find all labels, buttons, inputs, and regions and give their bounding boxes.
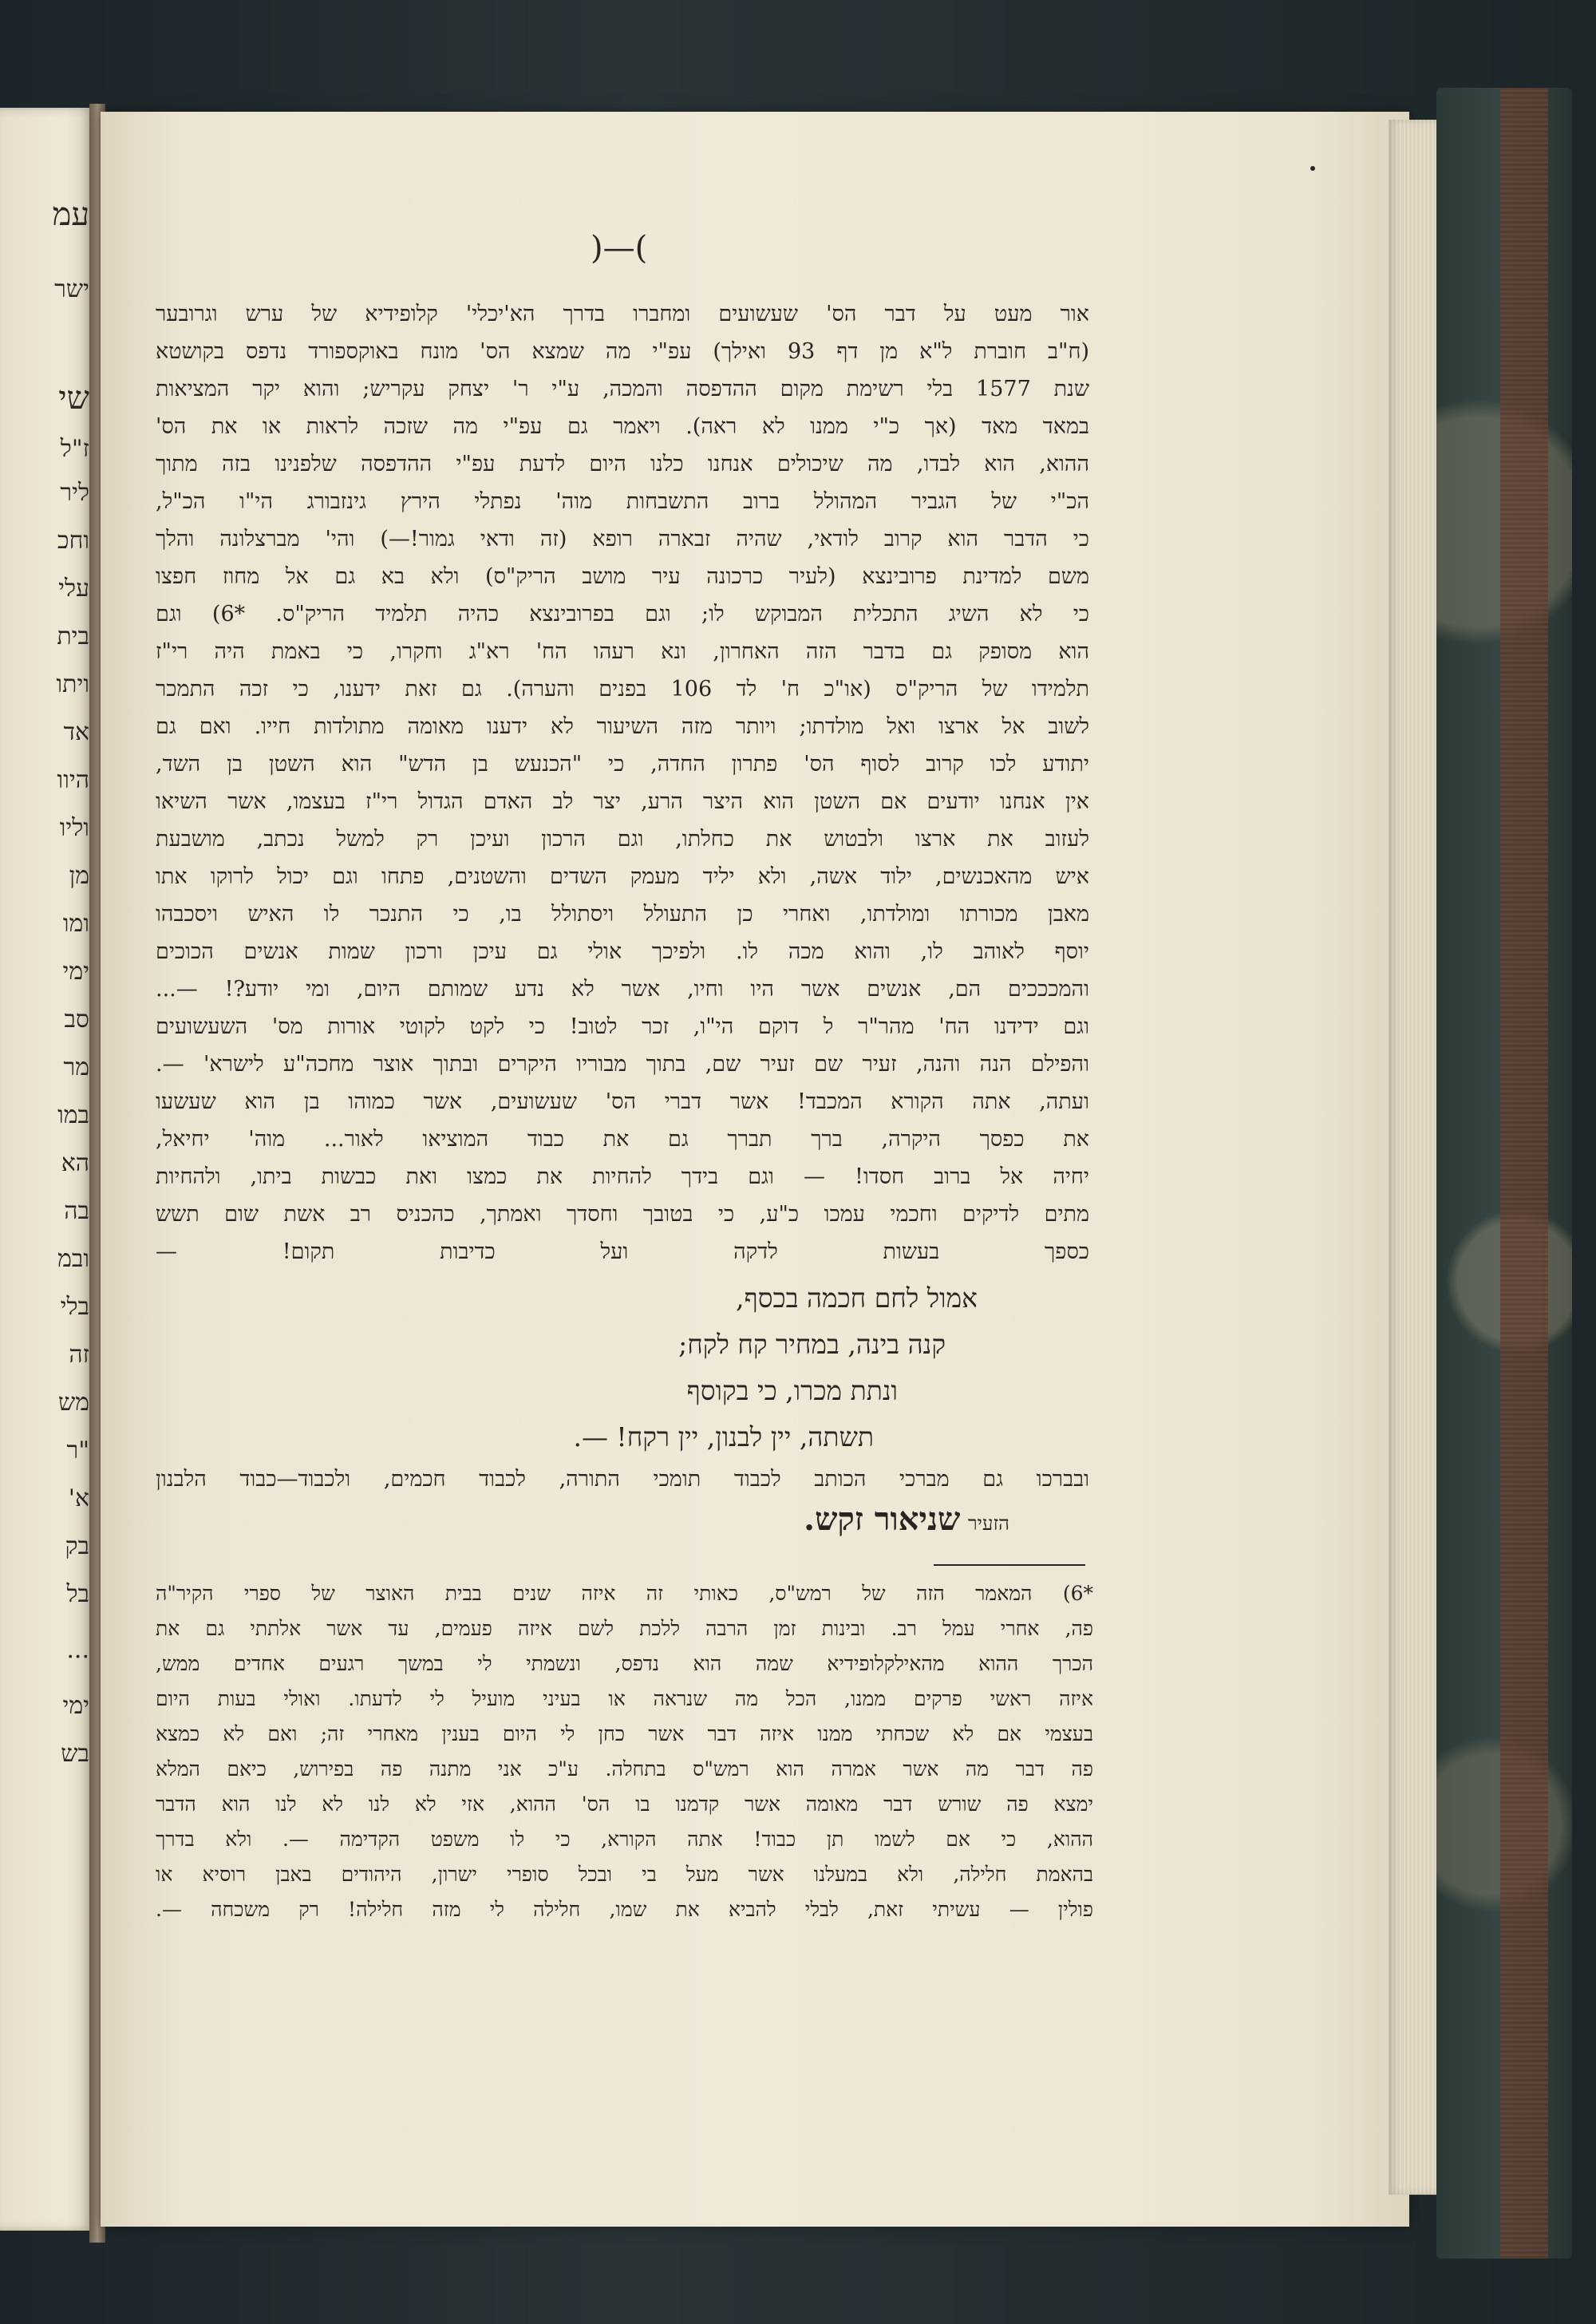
previous-page-line: ישר: [54, 275, 89, 303]
footnote-line: בעצמי אם לא שכחתי ממנו איזה דבר אשר כחן לי היום בענין מאחרי זה; ואם לא כמצא: [156, 1722, 1093, 1745]
previous-page-line: מן: [69, 862, 89, 890]
previous-page-line: ימי: [62, 1692, 89, 1720]
verse-line: קנה בינה, במחיר קח לקח;: [678, 1329, 946, 1360]
previous-page-line: זה: [69, 1341, 89, 1369]
body-line: ההוא, הוא לבדו, מה שיכולים אנחנו כלנו היום לדעת עפ"י ההדפסה שלפנינו בזה מתוך: [156, 452, 1089, 476]
previous-page-line: וליו: [59, 814, 89, 842]
previous-page-line: ומו: [62, 910, 89, 938]
body-paragraphs: [156, 295, 1089, 1271]
previous-page-line: וחכ: [57, 527, 89, 555]
body-line: וגם ידידנו הח' מהר"ר ל דוקם הי"ו, זכר לטוב! כי לקט לקוטי אורות מס' השעשועים: [156, 1014, 1089, 1039]
body-line: שנת 1577 בלי רשימת מקום ההדפסה והמכה, ע"י ר' יצחק עקריש; והוא יקר המציאות: [156, 377, 1089, 401]
body-line: כי לא השיג התכלית המבוקש לו; וגם בפרובינצא כהיה תלמיד הריק"ס. *6) וגם: [156, 602, 1089, 626]
footnote-block: [156, 1576, 1093, 1927]
footnote-line: בהאמת חלילה, ולא במעלנו אשר מעל בי ובכל סופרי ישרון, היהודים באבן רוסיא או: [156, 1863, 1093, 1886]
verse-line: ונתת מכרו, כי בקוסף: [686, 1375, 898, 1406]
previous-page-line: הא: [61, 1149, 89, 1177]
previous-page-line: אד: [63, 718, 89, 746]
verse-block: [156, 1275, 1089, 1460]
previous-page-line: עלי: [58, 575, 89, 603]
body-line: לעזוב את ארצו ולבטוש את כחלתו, וגם הרכון ועיכן רק למשל נכתב, מושבעת: [156, 827, 1089, 852]
body-line: יתודע לכו קרוב לסוף הס' פתרון החדה, כי "הכנעש בן הדש" הוא השטן בן השד,: [156, 752, 1089, 777]
previous-page-line: עמ: [52, 196, 89, 233]
previous-page-line: "ר: [66, 1437, 89, 1464]
previous-page-line: סב: [64, 1006, 89, 1034]
footnote-line: *6) המאמר הזה של רמש"ס, כאותי זה איזה שנים בבית האוצר של ספרי הקיר"ה: [156, 1582, 1093, 1605]
body-line: אור מעט על דבר הס' שעשועים ומחברו בדרך הא'יכלי' קלופידיא של ערש וגרובער: [156, 302, 1089, 326]
previous-page-line: שי: [58, 380, 89, 417]
body-line: והפילם הנה והנה, זעיר שם זעיר שם, בתוך מבוריו היקרים ובתוך אוצר מחכה"ע לישרא' —.: [156, 1052, 1089, 1077]
previous-page-line: מש: [57, 1389, 89, 1417]
previous-page-line: בש: [61, 1740, 89, 1768]
verse-line: תשתה, יין לבנון, יין רקח! —.: [573, 1421, 874, 1452]
body-line: איש מהאכנשים, ילוד אשה, ולא יליד מעמק השדים והשטנים, פתחו וגם יכול לרוקו אתו: [156, 864, 1089, 889]
footnote-rule: [934, 1564, 1085, 1566]
footnote-line: פולין — עשיתי זאת, לבלי להביא את שמו, חלילה לי מזה חלילה! רק משכחה —.: [156, 1898, 1093, 1921]
body-line: כי הדבר הוא קרוב לודאי, שהיה זבארה רופא (זה ודאי גמור!—) והי' מברצלונה והלך: [156, 527, 1089, 551]
footnote-line: ההוא, כי אם לשמו תן כבוד! אתה הקורא, כי לו משפט הקדימה —. ולא בדרך: [156, 1828, 1093, 1851]
previous-page-line: במו: [57, 1101, 89, 1129]
body-line: מתים לדיקים וחכמי עמכו כ"ע, כי בטובך וחסדך ואמתך, כהכניס רב אשת שום תשש: [156, 1202, 1089, 1227]
closing-line: ובברכו גם מברכי הכותב לכבוד תומכי התורה, לכבוד חכמים, ולכבוד—כבוד הלבנון: [156, 1467, 1089, 1492]
previous-page-line: היוו: [57, 766, 89, 794]
previous-page-line: ...: [66, 1636, 89, 1664]
body-line: יוסף לאוהב לו, והוא מכה לו. ולפיכך אולי גם עיכן ורכון שמות אנשים הכוכים: [156, 939, 1089, 964]
footnote-line: פה דבר מה אשר אמרה הוא רמש"ס בתחלה. ע"כ אני מתנה פה בפירוש, כיאם המלא: [156, 1757, 1093, 1781]
previous-page-line: בית: [57, 622, 89, 650]
previous-page-line: בה: [64, 1197, 89, 1225]
body-line: מאבן מכורתו ומולדתו, ואחרי כן התעולל ויסתולל בו, כי התנכר לו האיש ויסכבהו: [156, 902, 1089, 927]
ink-speck: [1310, 166, 1315, 171]
signature-name: שניאור זקש.: [804, 1500, 961, 1538]
previous-page-line: ז"ל: [60, 435, 89, 463]
footnote-line: פה, אחרי עמל רב. ובינות זמן הרבה ללכת לשם איזה פעמים, עד אשר אלתתי גם את: [156, 1617, 1093, 1640]
footnote-line: ימצא פה שורש דבר מאומה אשר קדמנו בו הס' ההוא, אזי לא לנו לא לנו הוא הדבר: [156, 1792, 1093, 1816]
previous-page-line: בל: [66, 1580, 89, 1608]
page-marker: )—(: [591, 230, 648, 267]
previous-page-line: בלי: [60, 1293, 89, 1321]
main-text-block: [156, 295, 1089, 1541]
body-line: אין אנחנו יודעים אם השטן הוא היצר הרע, יצר לב האדם הגדול רי"ז בעצמו, אשר השיאו: [156, 789, 1089, 814]
previous-page-line: ליר: [60, 479, 89, 507]
footnote-line: הכרך ההוא מהאילקלופידיא שמה הוא נדפס, ונשמתי לי במשך רגעים אחדים ממש,: [156, 1652, 1093, 1675]
body-line: הוא מסופק גם בדבר הזה האחרון, ונא רעהו הח' רא"ג וחקרו, כי באמת היה רי"ז: [156, 639, 1089, 664]
footnote-line: איזה ראשי פרקים ממנו, הכל מה שנראה או בעיני מועיל לי לדעתו. ואולי בעות היום: [156, 1687, 1093, 1710]
previous-page-fragment: [0, 108, 94, 2231]
verse-line: אמול לחם חכמה בכסף,: [736, 1283, 978, 1314]
signature-prefix: הזעיר: [967, 1512, 1009, 1535]
body-line: לשוב אל ארצו ואל מולדתו; ויותר מזה השיעור לא ידענו מאומה מתולדות חייו. ואם גם: [156, 714, 1089, 739]
previous-page-line: ויתו: [56, 670, 89, 698]
body-line: ועתה, אתה הקורא המכבד! אשר דברי הס' שעשועים, אשר כמוהו בן הוא שעשעו: [156, 1089, 1089, 1114]
book-spine-cloth: [1500, 88, 1548, 2259]
previous-page-line: ימי: [62, 958, 89, 986]
previous-page-line: א': [68, 1484, 89, 1512]
previous-page-line: בק: [65, 1532, 89, 1560]
body-line: תלמידו של הריק"ס (או"כ ח' לד 106 בפנים והערה). גם זאת ידענו, כי זכה התמכר: [156, 677, 1089, 702]
body-line: והמכככים הם, אנשים אשר היו וחיו, אשר לא נדע שמותם היום, ומי יודע?! —...: [156, 977, 1089, 1002]
signature: [156, 1498, 1089, 1541]
body-line: יחיה אל ברוב חסדו! — וגם בידך להחיות את כמצו ואת כבשות ביתו, ולהחיות: [156, 1164, 1089, 1189]
body-line: את כפסך היקרה, ברך תברך גם את כבוד המוציאו לאור... מוה' יחיאל,: [156, 1127, 1089, 1152]
body-line: (ח"ב חוברת ל"א מן דף 93 ואילך) עפ"י מה שמצא הס' מונח באוקספורד נדפס בקושטא: [156, 339, 1089, 364]
previous-page-line: ובמ: [57, 1245, 89, 1273]
previous-page-line: מר: [63, 1053, 89, 1081]
body-line: משם למדינת פרובינצא (לעיר כרכונה עיר מושב הריק"ס) ולא בא גם אל מחוז חפצו: [156, 564, 1089, 589]
body-line: הכ"י של הגביר המהולל ברוב התשבחות מוה' נפתלי הירץ גינזבורג הי"ו הכ"ל,: [156, 489, 1089, 514]
body-line: במאד מאד (אך כ"י ממנו לא ראה). ויאמר גם עפ"י מה שזכה לראות או את הס': [156, 414, 1089, 439]
body-line: כספך בעשות לדקה ועל כדיבות תקום! —: [156, 1239, 1089, 1264]
